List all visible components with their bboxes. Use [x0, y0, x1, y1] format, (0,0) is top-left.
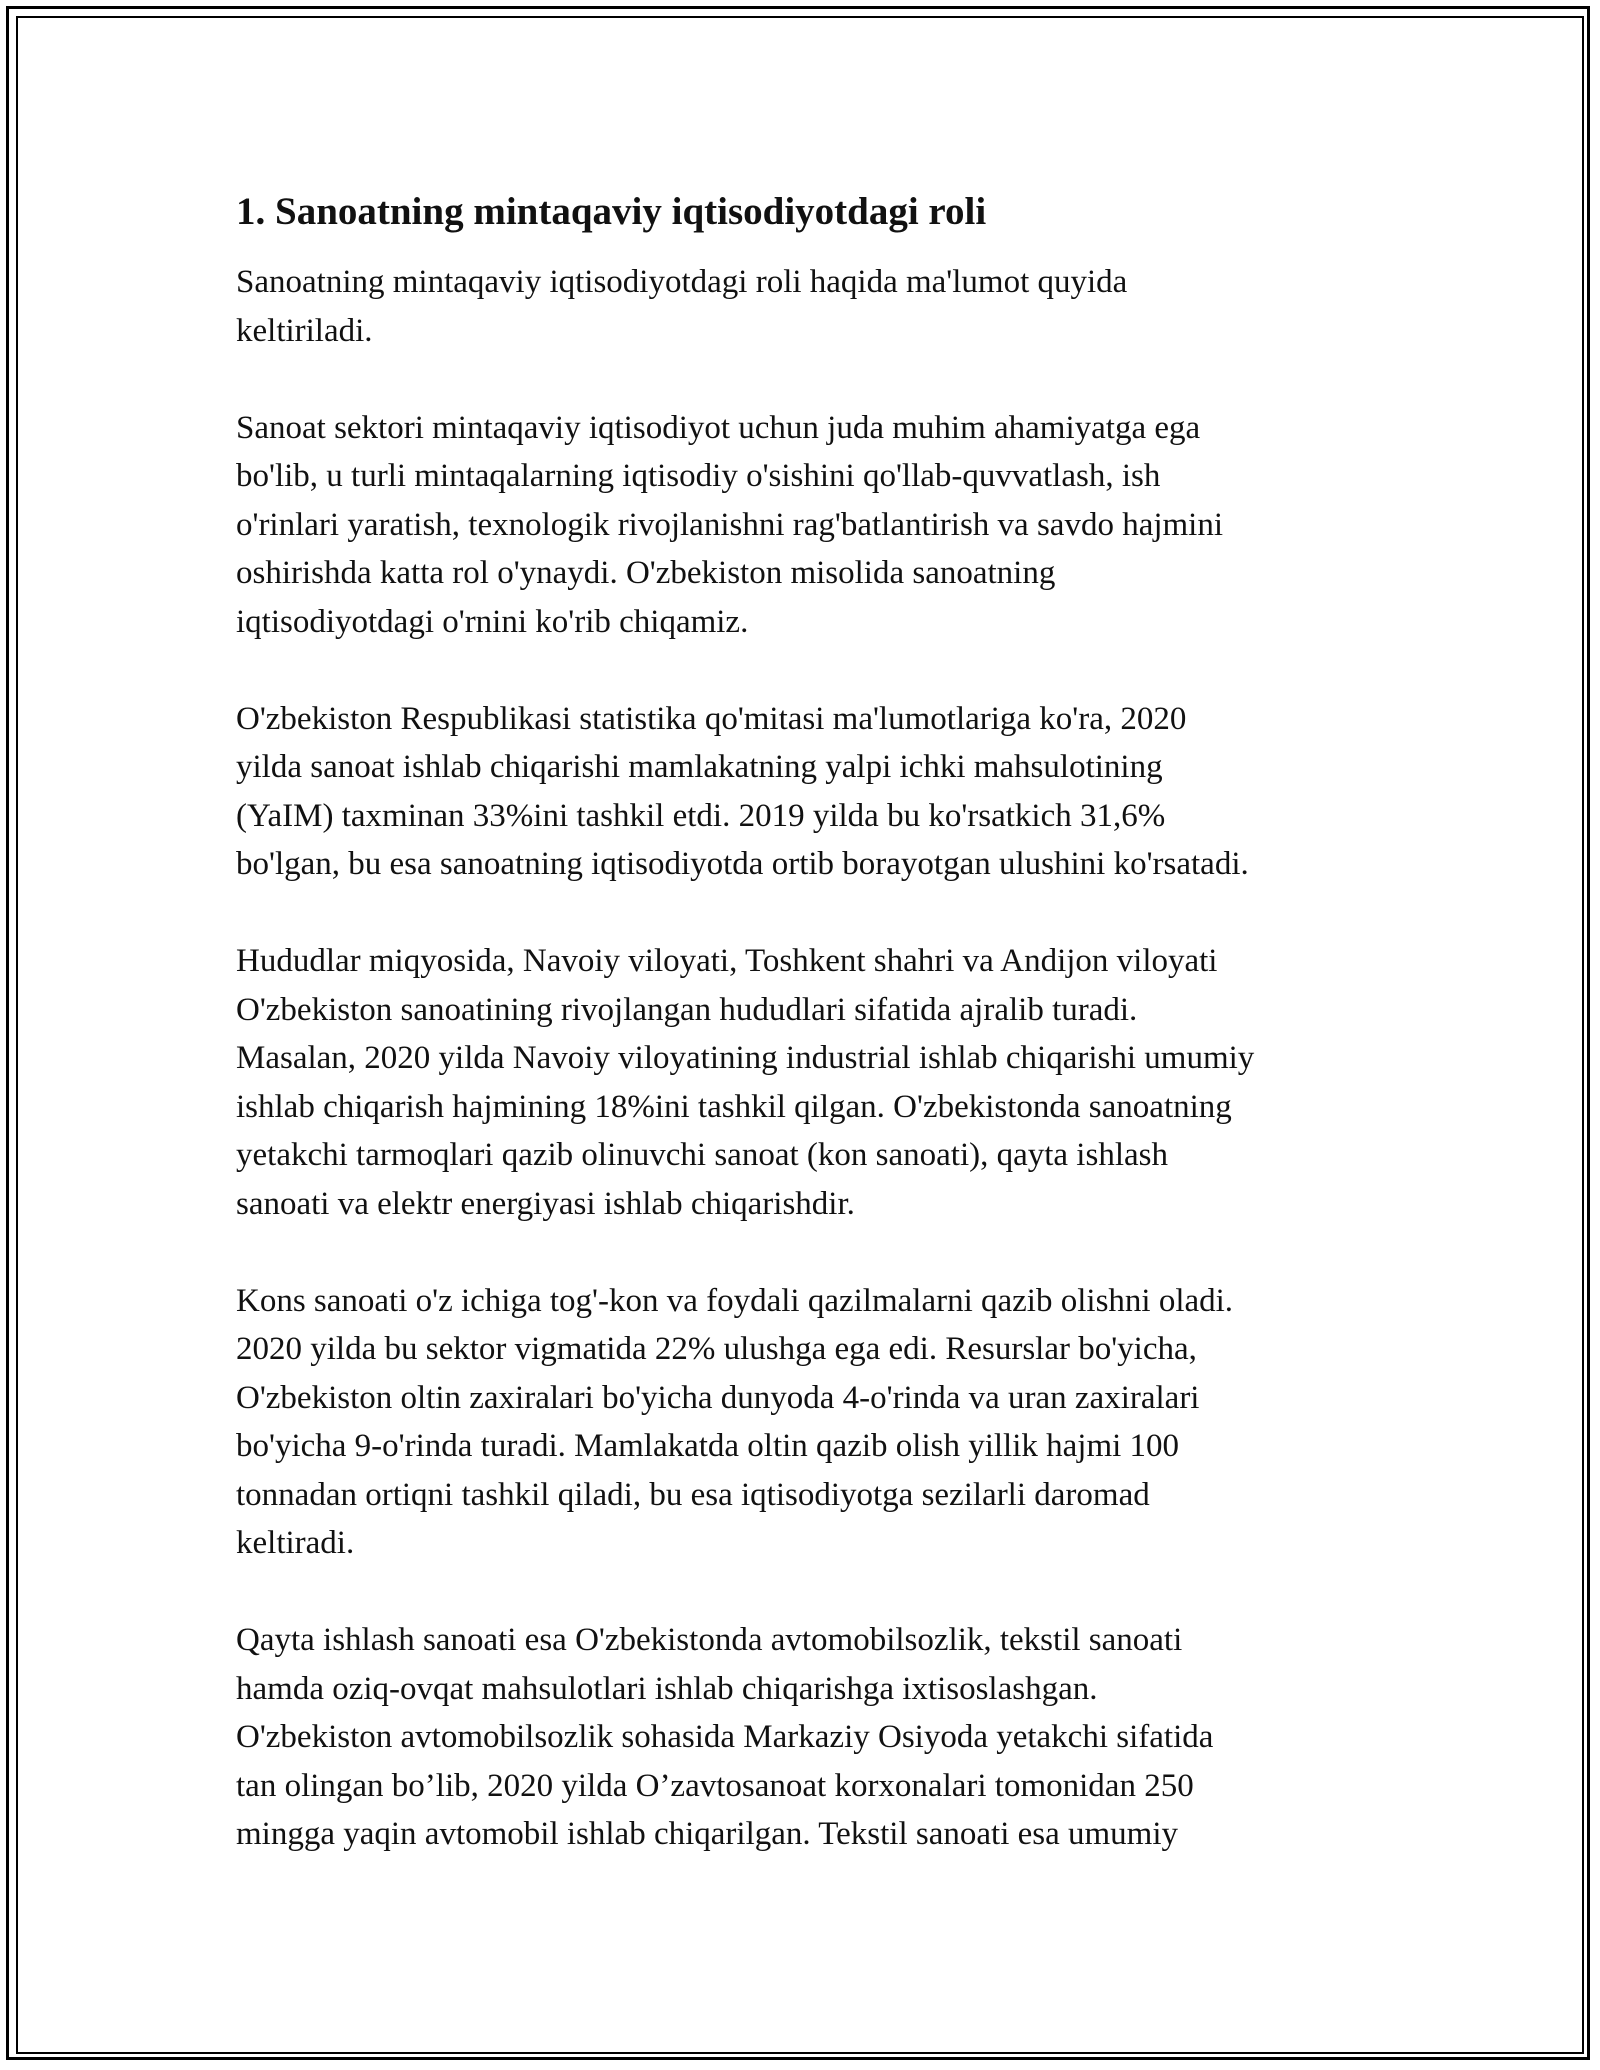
paragraph-regions: [236, 937, 1386, 1228]
document-body: [236, 186, 1386, 1907]
text-line: oshirishda katta rol o'ynaydi. O'zbekiston misolida sanoatning: [236, 555, 1056, 591]
text-line: iqtisodiyotdagi o'rnini ko'rib chiqamiz.: [236, 603, 749, 640]
text-line: O'zbekiston avtomobilsozlik sohasida Markaziy Osiyoda yetakchi sifatida: [236, 1719, 1214, 1755]
text-line: hamda oziq-ovqat mahsulotlari ishlab chiqarishga ixtisoslashgan.: [236, 1670, 1098, 1707]
text-line: Sanoatning mintaqaviy iqtisodiyotdagi roli haqida ma'lumot quyida: [236, 264, 1128, 300]
text-line: bo'yicha 9-o'rinda turadi. Mamlakatda oltin qazib olish yillik hajmi 100: [236, 1428, 1180, 1464]
paragraph-sector-importance: [236, 404, 1386, 647]
text-line: mingga yaqin avtomobil ishlab chiqarilgan. Tekstil sanoati esa umumiy: [236, 1816, 1178, 1852]
paragraph-processing: [236, 1616, 1386, 1859]
text-line: O'zbekiston oltin zaxiralari bo'yicha dunyoda 4-o'rinda va uran zaxiralari: [236, 1379, 1200, 1416]
text-line: Qayta ishlash sanoati esa O'zbekistonda avtomobilsozlik, tekstil sanoati: [236, 1622, 1183, 1658]
paragraph-mining: [236, 1277, 1386, 1568]
text-line: Kons sanoati o'z ichiga tog'-kon va foydali qazilmalarni qazib olishni oladi.: [236, 1282, 1234, 1319]
text-line: tan olingan bo’lib, 2020 yilda O’zavtosanoat korxonalari tomonidan 250: [236, 1767, 1194, 1804]
paragraph-statistics: [236, 695, 1386, 889]
section-heading: 1. Sanoatning mintaqaviy iqtisodiyotdagi roli: [236, 190, 987, 233]
text-line: yetakchi tarmoqlari qazib olinuvchi sanoat (kon sanoati), qayta ishlash: [236, 1137, 1168, 1173]
text-line: bo'lib, u turli mintaqalarning iqtisodiy o'sishini qo'llab-quvvatlash, ish: [236, 458, 1161, 494]
text-line: o'rinlari yaratish, texnologik rivojlanishni rag'batlantirish va savdo hajmini: [236, 506, 1224, 543]
text-line: keltiradi.: [236, 1525, 355, 1561]
text-line: tonnadan ortiqni tashkil qiladi, bu esa iqtisodiyotga sezilarli daromad: [236, 1476, 1150, 1513]
text-line: O'zbekiston sanoatining rivojlangan hududlari sifatida ajralib turadi.: [236, 991, 1138, 1028]
text-line: yilda sanoat ishlab chiqarishi mamlakatning yalpi ichki mahsulotining: [236, 749, 1163, 785]
text-line: O'zbekiston Respublikasi statistika qo'mitasi ma'lumotlariga ko'ra, 2020: [236, 700, 1187, 737]
paragraph-intro: [236, 258, 1386, 355]
text-line: Hududlar miqyosida, Navoiy viloyati, Toshkent shahri va Andijon viloyati: [236, 943, 1218, 979]
text-line: ishlab chiqarish hajmining 18%ini tashkil qilgan. O'zbekistonda sanoatning: [236, 1088, 1232, 1125]
text-line: keltiriladi.: [236, 312, 373, 349]
text-line: (YaIM) taxminan 33%ini tashkil etdi. 2019 yilda bu ko'rsatkich 31,6%: [236, 797, 1166, 834]
text-line: 2020 yilda bu sektor vigmatida 22% ulushga ega edi. Resurslar bo'yicha,: [236, 1331, 1197, 1367]
text-line: sanoati va elektr energiyasi ishlab chiqarishdir.: [236, 1185, 855, 1222]
text-line: Masalan, 2020 yilda Navoiy viloyatining industrial ishlab chiqarishi umumiy: [236, 1040, 1255, 1076]
text-line: bo'lgan, bu esa sanoatning iqtisodiyotda ortib borayotgan ulushini ko'rsatadi.: [236, 846, 1249, 882]
text-line: Sanoat sektori mintaqaviy iqtisodiyot uchun juda muhim ahamiyatga ega: [236, 409, 1201, 446]
